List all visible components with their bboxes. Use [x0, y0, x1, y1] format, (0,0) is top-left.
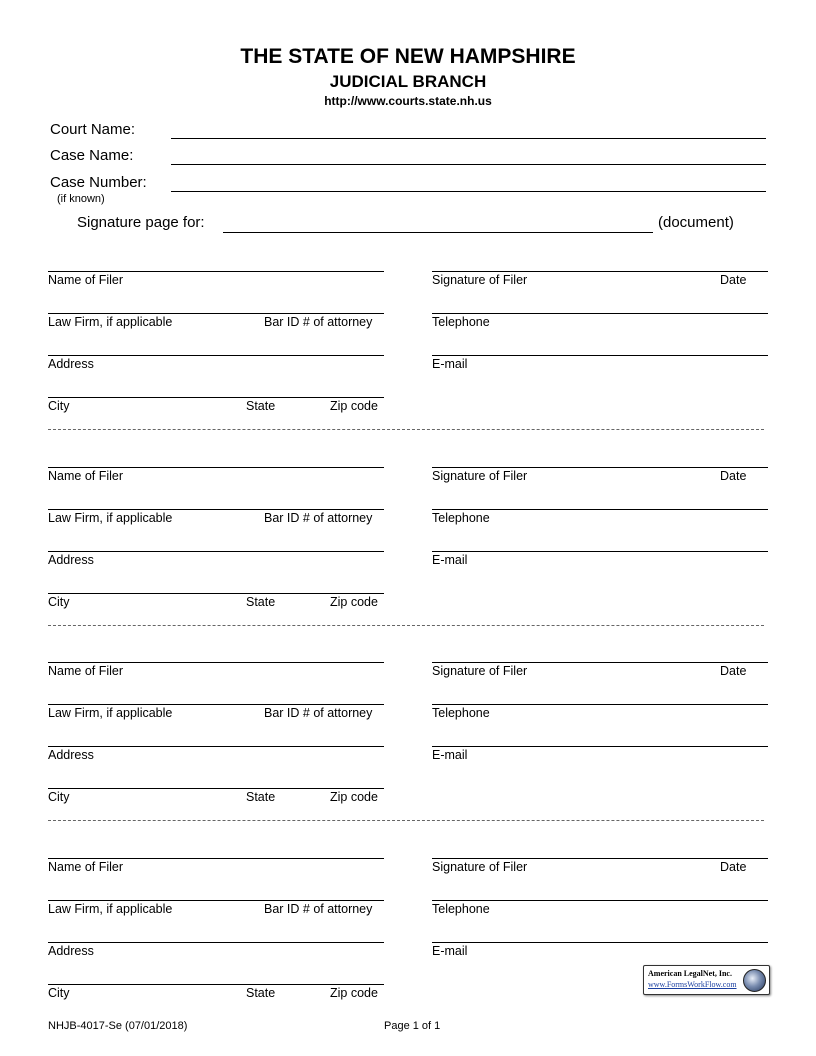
- signature-field[interactable]: [432, 662, 768, 663]
- logo-company-name: American LegalNet, Inc.: [648, 969, 732, 978]
- law-firm-label: Law Firm, if applicable: [48, 315, 173, 329]
- signature-field[interactable]: [432, 467, 768, 468]
- state-label: State: [246, 986, 276, 1000]
- telephone-field[interactable]: [432, 704, 768, 705]
- form-id: NHJB-4017-Se (07/01/2018): [48, 1020, 188, 1032]
- name-of-filer-label: Name of Filer: [48, 860, 124, 874]
- page-number: Page 1 of 1: [384, 1020, 441, 1032]
- city-state-zip-field[interactable]: [48, 593, 384, 594]
- signature-of-filer-label: Signature of Filer: [432, 469, 528, 483]
- bar-id-label: Bar ID # of attorney: [264, 511, 373, 525]
- zip-code-label: Zip code: [330, 986, 378, 1000]
- telephone-label: Telephone: [432, 315, 490, 329]
- city-label: City: [48, 399, 70, 413]
- email-field[interactable]: [432, 551, 768, 552]
- city-state-zip-field[interactable]: [48, 984, 384, 985]
- name-of-filer-field[interactable]: [48, 858, 384, 859]
- name-of-filer-field[interactable]: [48, 467, 384, 468]
- address-label: Address: [48, 944, 94, 958]
- email-label: E-mail: [432, 944, 468, 958]
- case-name-field[interactable]: [171, 164, 766, 165]
- law-firm-field[interactable]: [48, 313, 384, 314]
- court-url: http://www.courts.state.nh.us: [324, 94, 492, 108]
- court-name-label: Court Name:: [50, 121, 136, 138]
- city-label: City: [48, 595, 70, 609]
- date-label: Date: [720, 664, 747, 678]
- signature-of-filer-label: Signature of Filer: [432, 860, 528, 874]
- law-firm-field[interactable]: [48, 900, 384, 901]
- zip-code-label: Zip code: [330, 595, 378, 609]
- telephone-field[interactable]: [432, 509, 768, 510]
- address-label: Address: [48, 357, 94, 371]
- document-name-field[interactable]: [223, 232, 653, 233]
- telephone-field[interactable]: [432, 900, 768, 901]
- telephone-label: Telephone: [432, 511, 490, 525]
- address-field[interactable]: [48, 746, 384, 747]
- case-number-field[interactable]: [171, 191, 766, 192]
- case-number-label: Case Number:: [50, 174, 147, 191]
- bar-id-label: Bar ID # of attorney: [264, 902, 373, 916]
- signature-page-label: Signature page for:: [77, 214, 205, 231]
- american-legalnet-logo: [643, 965, 770, 995]
- law-firm-field[interactable]: [48, 704, 384, 705]
- email-label: E-mail: [432, 748, 468, 762]
- document-label: (document): [658, 214, 734, 231]
- logo-emblem-icon: [743, 969, 766, 992]
- name-of-filer-label: Name of Filer: [48, 273, 124, 287]
- section-separator: [48, 429, 764, 430]
- section-separator: [48, 625, 764, 626]
- address-field[interactable]: [48, 942, 384, 943]
- page-title: THE STATE OF NEW HAMPSHIRE: [240, 45, 576, 68]
- law-firm-label: Law Firm, if applicable: [48, 706, 173, 720]
- city-state-zip-field[interactable]: [48, 397, 384, 398]
- email-field[interactable]: [432, 942, 768, 943]
- address-field[interactable]: [48, 355, 384, 356]
- name-of-filer-field[interactable]: [48, 662, 384, 663]
- name-of-filer-label: Name of Filer: [48, 469, 124, 483]
- zip-code-label: Zip code: [330, 399, 378, 413]
- city-label: City: [48, 986, 70, 1000]
- state-label: State: [246, 595, 276, 609]
- name-of-filer-field[interactable]: [48, 271, 384, 272]
- case-name-label: Case Name:: [50, 147, 134, 164]
- page-subtitle: JUDICIAL BRANCH: [329, 72, 487, 91]
- court-name-field[interactable]: [171, 138, 766, 139]
- bar-id-label: Bar ID # of attorney: [264, 706, 373, 720]
- law-firm-label: Law Firm, if applicable: [48, 511, 173, 525]
- address-label: Address: [48, 553, 94, 567]
- zip-code-label: Zip code: [330, 790, 378, 804]
- date-label: Date: [720, 273, 747, 287]
- date-label: Date: [720, 860, 747, 874]
- state-label: State: [246, 399, 276, 413]
- state-label: State: [246, 790, 276, 804]
- email-field[interactable]: [432, 355, 768, 356]
- signature-field[interactable]: [432, 858, 768, 859]
- telephone-label: Telephone: [432, 902, 490, 916]
- email-field[interactable]: [432, 746, 768, 747]
- law-firm-field[interactable]: [48, 509, 384, 510]
- address-label: Address: [48, 748, 94, 762]
- email-label: E-mail: [432, 357, 468, 371]
- city-label: City: [48, 790, 70, 804]
- if-known-note: (if known): [57, 193, 105, 205]
- signature-of-filer-label: Signature of Filer: [432, 273, 528, 287]
- section-separator: [48, 820, 764, 821]
- telephone-field[interactable]: [432, 313, 768, 314]
- signature-field[interactable]: [432, 271, 768, 272]
- bar-id-label: Bar ID # of attorney: [264, 315, 373, 329]
- name-of-filer-label: Name of Filer: [48, 664, 124, 678]
- date-label: Date: [720, 469, 747, 483]
- signature-of-filer-label: Signature of Filer: [432, 664, 528, 678]
- city-state-zip-field[interactable]: [48, 788, 384, 789]
- address-field[interactable]: [48, 551, 384, 552]
- email-label: E-mail: [432, 553, 468, 567]
- logo-website-link[interactable]: www.FormsWorkFlow.com: [648, 980, 737, 989]
- law-firm-label: Law Firm, if applicable: [48, 902, 173, 916]
- telephone-label: Telephone: [432, 706, 490, 720]
